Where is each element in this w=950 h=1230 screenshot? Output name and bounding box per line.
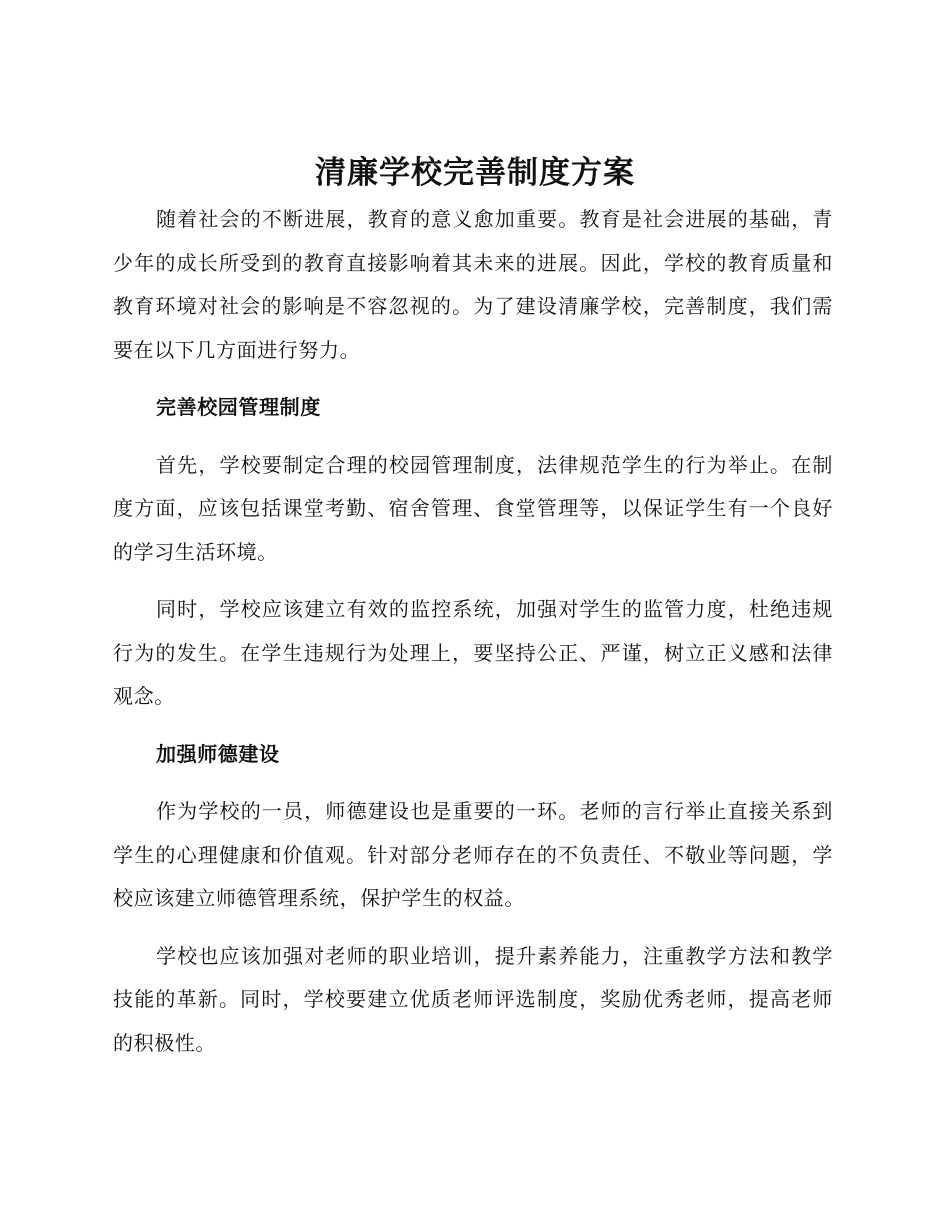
intro-paragraph: 随着社会的不断进展，教育的意义愈加重要。教育是社会进展的基础，青少年的成长所受到的教育直接影响着其未来的进展。因此，学校的教育质量和教育环境对社会的影响是不容忽视的。为了建设清廉学校，完善制度，我们需要在以下几方面进行努力。 — [113, 207, 833, 362]
section-paragraph: 同时，学校应该建立有效的监控系统，加强对学生的监管力度，杜绝违规行为的发生。在学生违规行为处理上，要坚持公正、严谨，树立正义感和法律观念。 — [113, 597, 833, 708]
section-paragraph: 学校也应该加强对老师的职业培训，提升素养能力，注重教学方法和教学技能的革新。同时，学校要建立优质老师评选制度，奖励优秀老师，提高老师的积极性。 — [113, 943, 833, 1055]
section-paragraph: 作为学校的一员，师德建设也是重要的一环。老师的言行举止直接关系到学生的心理健康和价值观。针对部分老师存在的不负责任、不敬业等问题，学校应该建立师德管理系统，保护学生的权益。 — [113, 799, 833, 910]
section-heading-campus-management: 完善校园管理制度 — [156, 395, 321, 419]
section-heading-teacher-ethics: 加强师德建设 — [156, 741, 280, 766]
document-body — [113, 198, 833, 1065]
section-paragraph: 首先，学校要制定合理的校园管理制度，法律规范学生的行为举止。在制度方面，应该包括课堂考勤、宿舍管理、食堂管理等，以保证学生有一个良好的学习生活环境。 — [113, 452, 833, 564]
document-title: 清廉学校完善制度方案 — [315, 155, 635, 191]
